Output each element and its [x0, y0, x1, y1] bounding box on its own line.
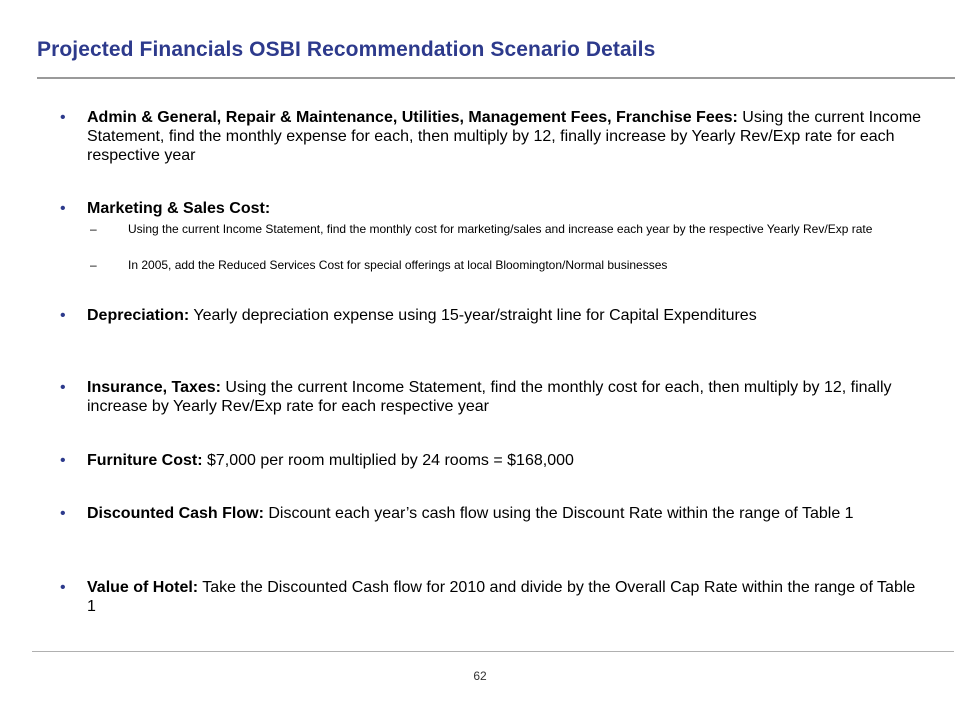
- bullet-text: [87, 578, 922, 616]
- bullet-description: Using the current Income Statement, find the monthly expense for each, then multiply by 12, finally increase by Yearly Rev/Exp rate for each respective year: [87, 109, 922, 164]
- bullet-term: Insurance, Taxes:: [87, 379, 221, 396]
- bullet-term: Discounted Cash Flow:: [87, 505, 264, 522]
- sub-bullet-text: Using the current Income Statement, find the monthly cost for marketing/sales and increase each year by the respective Yearly Rev/Exp rate: [128, 222, 873, 236]
- page-number: 62: [473, 669, 487, 683]
- bullet-description: Discount each year’s cash flow using the Discount Rate within the range of Table 1: [263, 505, 854, 522]
- bullet-icon: •: [60, 307, 66, 324]
- bullet-description: Using the current Income Statement, find the monthly cost for each, then multiply by 12, finally increase by Yearly Rev/Exp rate for each respective year: [87, 379, 892, 415]
- bullet-term: Admin & General, Repair & Maintenance, Utilities, Management Fees, Franchise Fees:: [87, 109, 738, 126]
- slide-title: Projected Financials OSBI Recommendation Scenario Details: [37, 38, 656, 61]
- bullet-icon: •: [60, 579, 66, 596]
- bullet-term: Depreciation:: [87, 307, 190, 324]
- bullet-text: [87, 199, 922, 218]
- bullet-text: [87, 378, 922, 416]
- title-divider: [37, 77, 955, 79]
- bullet-icon: •: [60, 379, 66, 396]
- bullet-term: Value of Hotel:: [87, 579, 199, 596]
- bullet-text: [87, 108, 922, 165]
- footer-divider: [32, 651, 954, 652]
- bullet-text: [87, 306, 922, 325]
- bullet-description: $7,000 per room multiplied by 24 rooms = $168,000: [202, 452, 574, 469]
- dash-icon: –: [90, 258, 97, 272]
- bullet-icon: •: [60, 452, 66, 469]
- bullet-text: [87, 451, 922, 470]
- bullet-term: Marketing & Sales Cost:: [87, 200, 271, 217]
- sub-bullet-text: In 2005, add the Reduced Services Cost for special offerings at local Bloomington/Normal businesses: [128, 258, 668, 272]
- bullet-description: Take the Discounted Cash flow for 2010 and divide by the Overall Cap Rate within the range of Table 1: [87, 579, 916, 615]
- bullet-icon: •: [60, 505, 66, 522]
- bullet-icon: •: [60, 109, 66, 126]
- bullet-icon: •: [60, 200, 66, 217]
- bullet-term: Furniture Cost:: [87, 452, 203, 469]
- bullet-text: [87, 504, 922, 523]
- bullet-description: Yearly depreciation expense using 15-year/straight line for Capital Expenditures: [189, 307, 757, 324]
- dash-icon: –: [90, 222, 97, 236]
